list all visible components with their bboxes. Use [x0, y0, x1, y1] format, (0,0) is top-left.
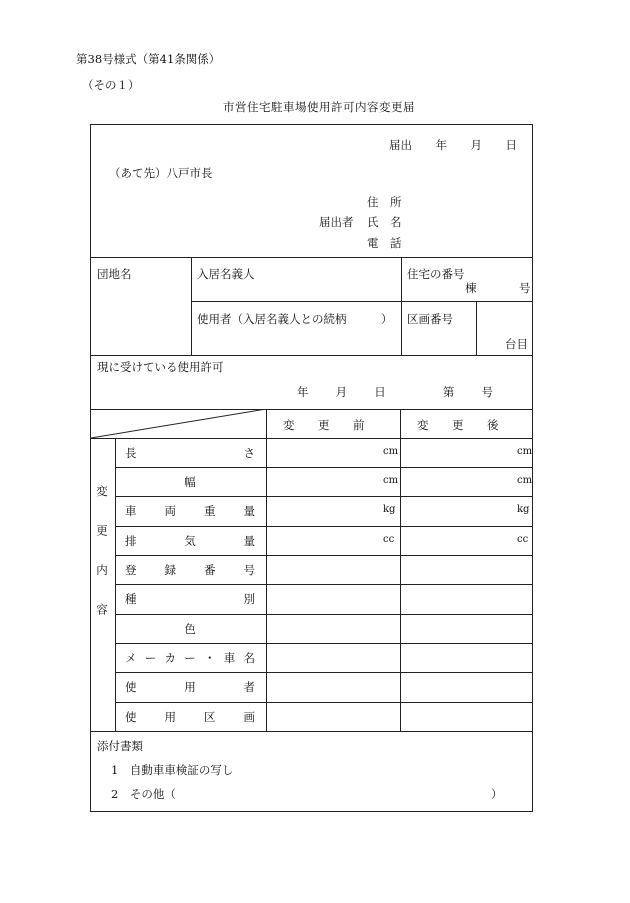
permit-line: 年 月 日 第 号 — [297, 385, 493, 399]
unit-after: kg — [517, 504, 530, 515]
submission-date: 届出 年 月 日 — [389, 138, 517, 152]
user-label: 使用者（入居名義人との続柄 ） — [197, 312, 393, 326]
building-label: 棟 — [465, 281, 477, 295]
change-content-label: 変更内容 — [95, 485, 109, 643]
addressee: （あて先）八戸市長 — [109, 166, 213, 180]
before-header: 変 更 前 — [283, 418, 371, 432]
form-table — [90, 124, 533, 812]
unit-before: kg — [383, 504, 396, 515]
page-title: 市営住宅駐車場使用許可内容変更届 — [223, 100, 415, 114]
unit-after: cc — [517, 534, 529, 545]
row-label: 車 両 重 量 — [125, 504, 255, 518]
section-number-label: 区画番号 — [407, 312, 453, 326]
after-header: 変 更 後 — [417, 418, 505, 432]
notifier-label: 届出者 — [319, 215, 354, 229]
meigi-label: 入居名義人 — [197, 267, 255, 281]
unit-after: cm — [517, 475, 533, 486]
row-label: メ ー カ ー ・ 車 名 — [125, 651, 255, 665]
attach-item-1: 1 自動車車検証の写し — [111, 763, 234, 777]
row-label: 色 — [184, 622, 196, 636]
row-label: 幅 — [184, 475, 196, 489]
unit-before: cm — [383, 446, 399, 457]
row-label: 種 別 — [125, 592, 255, 606]
attach-item-2: 2 その他（ — [111, 787, 176, 801]
row-label: 長 さ — [125, 446, 255, 460]
danchi-label: 団地名 — [97, 267, 132, 281]
phone-label: 電 話 — [367, 236, 402, 250]
row-label: 使 用 者 — [125, 680, 255, 694]
form-sub: （その１） — [82, 78, 140, 92]
unit-before: cm — [383, 475, 399, 486]
house-number-label: 住宅の番号 — [407, 267, 465, 281]
name-label: 氏 名 — [367, 215, 402, 229]
unit-after: cm — [517, 446, 533, 457]
row-label: 使 用 区 画 — [125, 710, 255, 724]
address-label: 住 所 — [367, 195, 402, 209]
attach-label: 添付書類 — [97, 739, 143, 753]
form-number: 第38号様式（第41条関係） — [76, 52, 221, 66]
permit-label: 現に受けている使用許可 — [97, 360, 224, 374]
row-label: 登 録 番 号 — [125, 563, 255, 577]
car-count-label: 台目 — [505, 337, 528, 351]
room-label: 号 — [519, 281, 531, 295]
diagonal-cell-line — [91, 409, 267, 439]
row-label: 排 気 量 — [125, 534, 255, 548]
unit-before: cc — [383, 534, 395, 545]
attach-close: ） — [491, 787, 503, 801]
